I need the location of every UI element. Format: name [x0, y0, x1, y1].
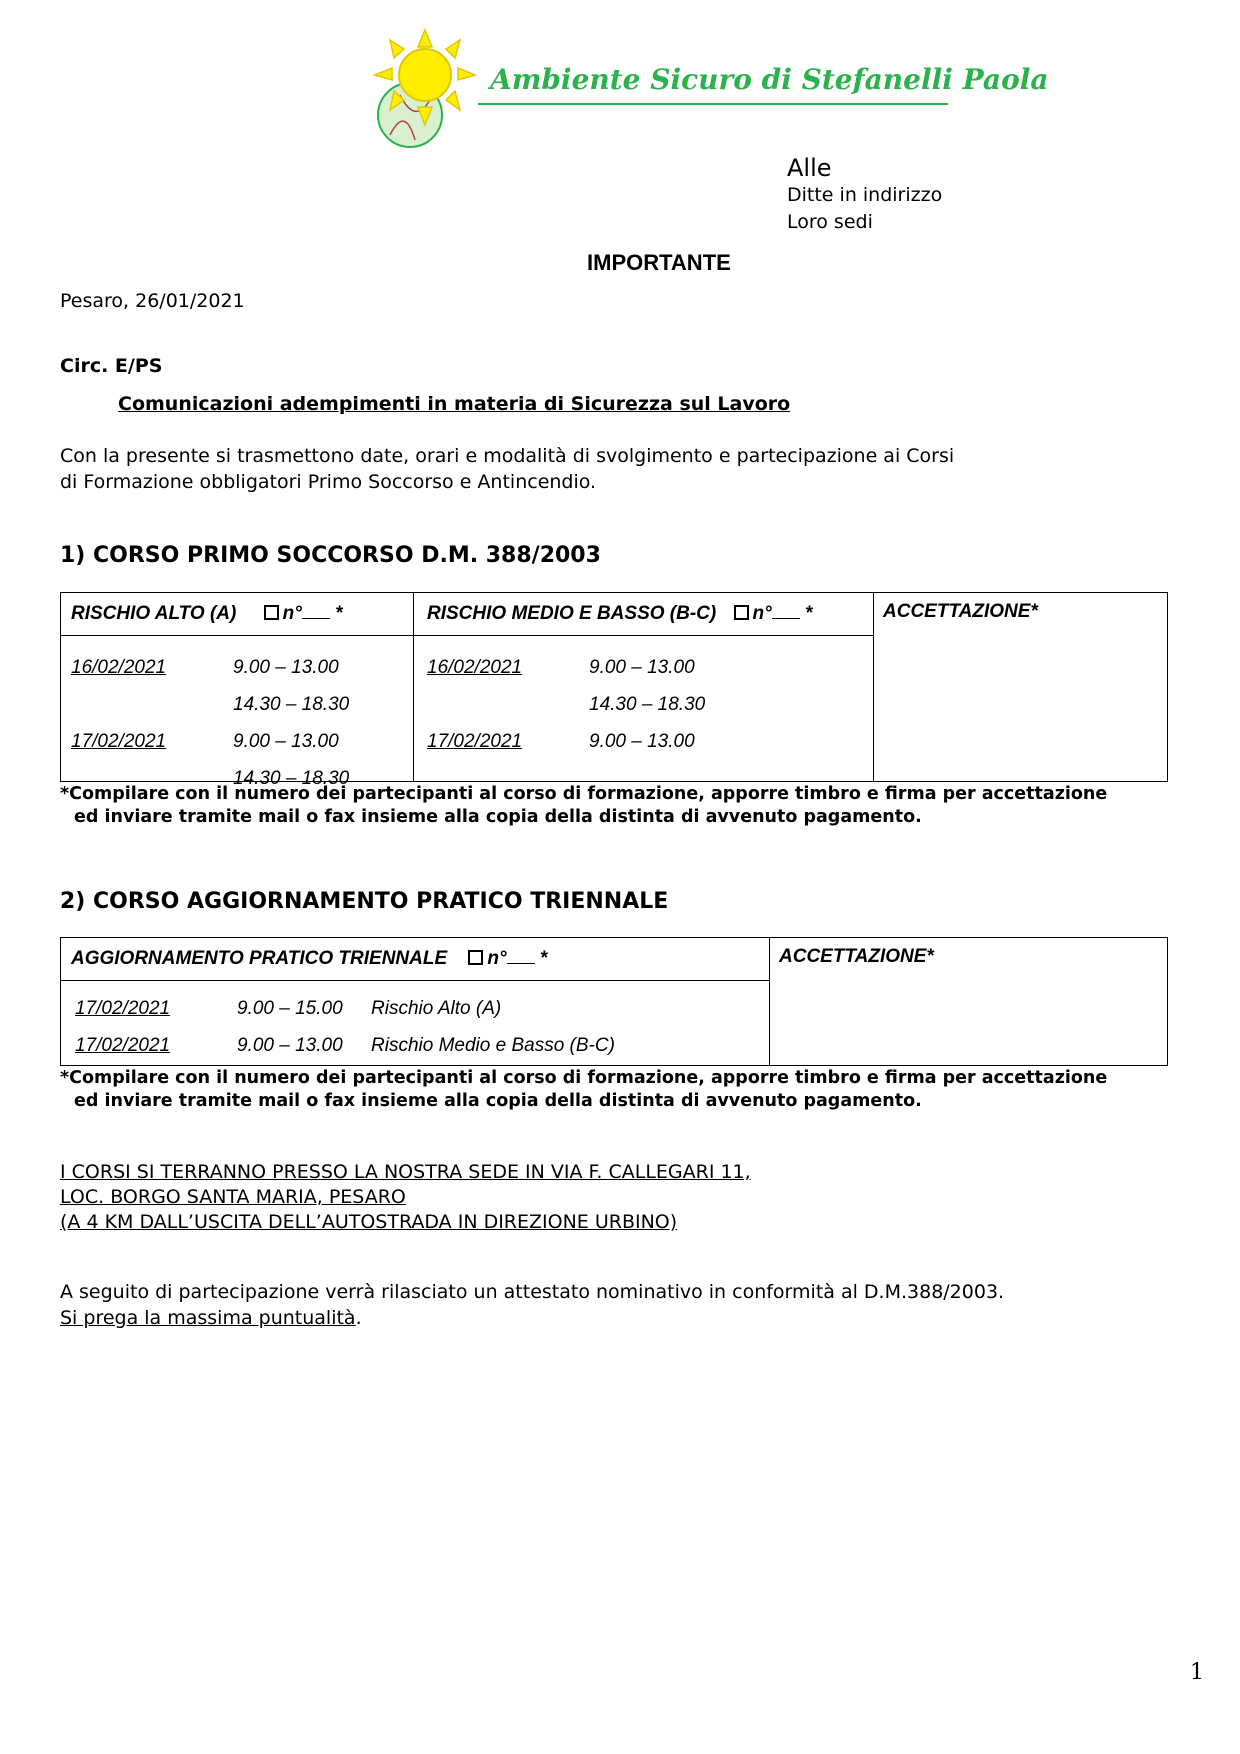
- venue-line: LOC. BORGO SANTA MARIA, PESARO: [60, 1186, 406, 1208]
- intro-paragraph: [60, 443, 1060, 495]
- schedule-time: 9.00 – 13.00: [589, 731, 695, 752]
- closing-tail: .: [355, 1307, 362, 1329]
- schedule-row: [75, 990, 615, 1027]
- schedule-date: 17/02/2021: [75, 998, 171, 1019]
- count-blank[interactable]: [507, 962, 535, 964]
- acceptance-header: ACCETTAZIONE*: [883, 601, 1038, 622]
- table-divider: [413, 593, 414, 781]
- closing-line: A seguito di partecipazione verrà rilasciato un attestato nominativo in conformità al D.M.388/2003.: [60, 1281, 1005, 1303]
- section2-rows: [75, 990, 615, 1064]
- importante-heading: IMPORTANTE: [587, 250, 731, 275]
- intro-line: Con la presente si trasmettono date, orari e modalità di svolgimento e partecipazione ai Corsi: [60, 445, 955, 467]
- venue-line: (A 4 KM DALL’USCITA DELL’AUTOSTRADA IN DIREZIONE URBINO): [60, 1211, 678, 1233]
- recipient-line: Loro sedi: [787, 211, 873, 233]
- table-divider: [61, 980, 769, 981]
- col-b-rows: [427, 649, 705, 760]
- col-a-header-label: RISCHIO ALTO (A): [71, 603, 237, 624]
- schedule-date: 16/02/2021: [427, 657, 523, 678]
- section1-note: [60, 783, 1190, 829]
- note-line: ed inviare tramite mail o fax insieme alla copia della distinta di avvenuto pagamento.: [74, 807, 922, 827]
- section1-table: [60, 592, 1168, 789]
- col-a-rows: [71, 649, 349, 797]
- schedule-row: [71, 649, 349, 686]
- count-blank[interactable]: [302, 617, 330, 619]
- schedule-date: 17/02/2021: [75, 1035, 171, 1056]
- schedule-date: 16/02/2021: [71, 657, 167, 678]
- schedule-date: 17/02/2021: [71, 731, 167, 752]
- schedule-row: [71, 686, 349, 723]
- count-label: n°: [282, 603, 302, 624]
- schedule-date: 17/02/2021: [427, 731, 523, 752]
- section2-note: [60, 1067, 1190, 1113]
- note-line: ed inviare tramite mail o fax insieme alla copia della distinta di avvenuto pagamento.: [74, 1091, 922, 1111]
- col-a-header: [71, 603, 343, 625]
- section2-title: 2) CORSO AGGIORNAMENTO PRATICO TRIENNALE: [60, 889, 669, 914]
- letter-subject: Comunicazioni adempimenti in materia di Sicurezza sul Lavoro: [118, 393, 791, 415]
- table-divider: [61, 635, 873, 636]
- count-blank[interactable]: [772, 617, 800, 619]
- letter-date: Pesaro, 26/01/2021: [60, 290, 245, 312]
- asterisk: *: [539, 948, 548, 969]
- col-b-header: [427, 603, 812, 625]
- logo-text: Ambiente Sicuro di Stefanelli Paola: [490, 63, 1049, 96]
- col-b-header-label: RISCHIO MEDIO E BASSO (B-C): [427, 603, 717, 624]
- recipient-line: Alle: [787, 154, 832, 182]
- checkbox-icon[interactable]: [264, 605, 279, 620]
- closing-block: [60, 1279, 1004, 1331]
- schedule-row: [75, 1027, 615, 1064]
- page-number: 1: [1190, 1660, 1204, 1685]
- note-line: *Compilare con il numero dei partecipanti al corso di formazione, apporre timbro e firma per accettazione: [60, 1068, 1108, 1088]
- section2-header-label: AGGIORNAMENTO PRATICO TRIENNALE: [71, 948, 448, 969]
- sun-logo-icon: [370, 25, 490, 155]
- section2-table: [60, 937, 1168, 1066]
- closing-line: [60, 1305, 1004, 1331]
- circular-ref: Circ. E/PS: [60, 355, 163, 377]
- count-label: n°: [487, 948, 507, 969]
- checkbox-icon[interactable]: [468, 950, 483, 965]
- acceptance-area[interactable]: [770, 938, 1167, 1065]
- section2-header: [71, 948, 547, 970]
- punctuality-note: Si prega la massima puntualità: [60, 1307, 356, 1329]
- schedule-time: 14.30 – 18.30: [233, 768, 350, 789]
- schedule-time: 9.00 – 13.00: [233, 657, 339, 678]
- company-logo: [370, 25, 1049, 155]
- schedule-desc: Rischio Medio e Basso (B-C): [371, 1035, 615, 1056]
- checkbox-icon[interactable]: [734, 605, 749, 620]
- schedule-time: 9.00 – 13.00: [237, 1035, 343, 1056]
- asterisk: *: [805, 603, 813, 624]
- schedule-time: 9.00 – 13.00: [589, 657, 695, 678]
- count-label: n°: [752, 603, 772, 624]
- recipient-block: [787, 155, 942, 236]
- intro-line: di Formazione obbligatori Primo Soccorso e Antincendio.: [60, 471, 597, 493]
- schedule-row: [71, 723, 349, 760]
- schedule-time: 14.30 – 18.30: [233, 694, 350, 715]
- schedule-row: [427, 723, 705, 760]
- venue-block: [60, 1160, 751, 1235]
- schedule-desc: Rischio Alto (A): [371, 998, 502, 1019]
- schedule-row: [427, 649, 705, 686]
- schedule-time: 9.00 – 13.00: [233, 731, 339, 752]
- asterisk: *: [335, 603, 343, 624]
- schedule-time: 14.30 – 18.30: [589, 694, 706, 715]
- schedule-time: 9.00 – 15.00: [237, 998, 343, 1019]
- venue-line: I CORSI SI TERRANNO PRESSO LA NOSTRA SEDE IN VIA F. CALLEGARI 11,: [60, 1161, 751, 1183]
- section1-title: 1) CORSO PRIMO SOCCORSO D.M. 388/2003: [60, 543, 601, 568]
- note-line: *Compilare con il numero dei partecipanti al corso di formazione, apporre timbro e firma per accettazione: [60, 784, 1108, 804]
- schedule-row: [427, 686, 705, 723]
- acceptance-area[interactable]: [874, 593, 1167, 781]
- recipient-line: Ditte in indirizzo: [787, 184, 943, 206]
- logo-underline: [478, 103, 948, 105]
- acceptance-header: ACCETTAZIONE*: [779, 946, 934, 967]
